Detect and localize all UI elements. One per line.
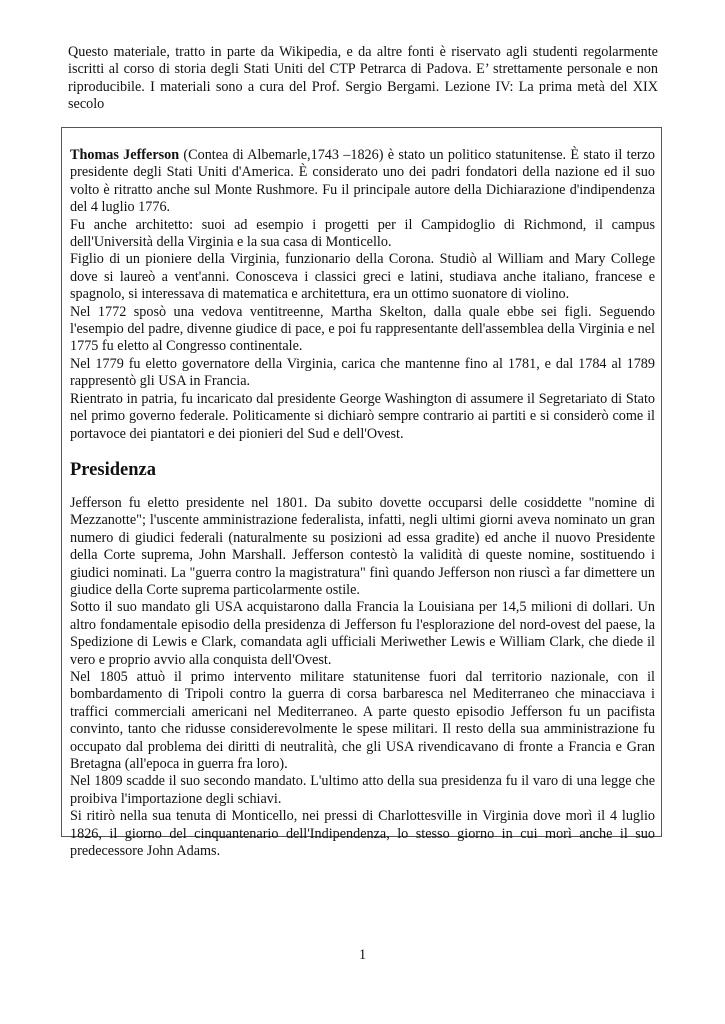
presidency-paragraph: Si ritirò nella sua tenuta di Monticello, nei pressi di Charlottesville in Virginia dove morì il 4 luglio 1826, il giorno del cinquantenario dell'Indipendenza, lo stesso giorno in cui morì anche il suo predecessore John Adams. — [70, 808, 655, 860]
bio-name: Thomas Jefferson — [70, 147, 180, 163]
bio-paragraph: Nel 1779 fu eletto governatore della Virginia, carica che mantenne fino al 1781, e dal 1784 al 1789 rappresentò gli USA in Francia. — [70, 355, 655, 390]
bio-paragraph: Rientrato in patria, fu incaricato dal presidente George Washington di assumere il Segretariato di Stato nel primo governo federale. Politicamente si dichiarò sempre contrario ai partiti e si considerò come il portavoce dei piantatori e dei pionieri del Sud e dell'Ovest. — [70, 390, 655, 442]
page-number: 1 — [358, 947, 367, 963]
presidency-paragraph: Sotto il suo mandato gli USA acquistarono dalla Francia la Louisiana per 14,5 milioni di dollari. Un altro fondamentale episodio della presidenza di Jefferson fu l'esplorazione del nord-ovest del paese, la Spedizione di Lewis e Clark, comandata agli ufficiali Meriwether Lewis e William Clark, che diede il vero e proprio avvio alla conquista dell'Ovest. — [70, 599, 655, 668]
header-note: Questo materiale, tratto in parte da Wikipedia, e da altre fonti è riservato agli studenti regolarmente iscritti al corso di storia degli Stati Uniti del CTP Petrarca di Padova. E’ strettamente personale e non riproducibile. I materiali sono a cura del Prof. Sergio Bergami. Lezione IV: La prima metà del XIX secolo — [68, 44, 658, 113]
bio-intro-text: (Contea di Albemarle,1743 –1826) è stato un politico statunitense. È stato il terzo presidente degli Stati Uniti d'America. È considerato uno dei padri fondatori della nazione ed il suo volto è ritratto anche sul Monte Rushmore. Fu il principale autore della Dichiarazione d'indipendenza del 4 luglio 1776. — [70, 147, 655, 216]
bio-paragraph: Figlio di un pioniere della Virginia, funzionario della Corona. Studiò al William and Mary College dove si laureò a vent'anni. Conosceva i classici greci e latini, studiava anche italiano, francese e spagnolo, si interessava di matematica e architettura, era un ottimo suonatore di violino. — [70, 251, 655, 303]
presidency-paragraph: Nel 1805 attuò il primo intervento militare statunitense fuori dal territorio nazionale, con il bombardamento di Tripoli contro la guerra di corsa barbaresca nel Mediterraneo che minacciava i traffici commerciali americani nel Mediterraneo. A parte questo episodio Jefferson fu un pacifista convinto, tanto che ridusse considerevolmente le spese militari. Il resto della sua amministrazione fu occupato dal problema dei diritti di neutralità, che gli USA rivendicavano di fronte a Francia e Gran Bretagna (all'epoca in guerra fra loro). — [70, 668, 655, 772]
presidency-paragraph: Nel 1809 scadde il suo secondo mandato. L'ultimo atto della sua presidenza fu il varo di una legge che proibiva l'importazione degli schiavi. — [70, 773, 655, 807]
section-heading-presidenza: Presidenza — [70, 459, 156, 480]
box-content — [70, 147, 655, 860]
bio-intro-paragraph — [70, 147, 655, 217]
bio-paragraph: Fu anche architetto: suoi ad esempio i progetti per il Campidoglio di Richmond, il campus dell'Università della Virginia e la sua casa di Monticello. — [70, 216, 655, 251]
bio-paragraph: Nel 1772 sposò una vedova ventitreenne, Martha Skelton, dalla quale ebbe sei figli. Seguendo l'esempio del padre, divenne giudice di pace, e poi fu rappresentante dell'assemblea della Virginia e nel 1775 fu eletto al Congresso continentale. — [70, 303, 655, 355]
content-box — [61, 127, 662, 860]
presidency-paragraph: Jefferson fu eletto presidente nel 1801. Da subito dovette occuparsi delle cosiddette "nomine di Mezzanotte"; l'uscente amministrazione federalista, infatti, negli ultimi giorni aveva nominato un gran numero di giudici federali (naturalmente su posizioni ad essa gradite) ed anche il nuovo Presidente della Corte suprema, John Marshall. Jefferson contestò la validità di queste nomine, sostituendo i giudici nominati. La "guerra contro la magistratura" finì quando Jefferson non riuscì a far dimettere un giudice della Corte suprema particolarmente ostile. — [70, 494, 655, 598]
